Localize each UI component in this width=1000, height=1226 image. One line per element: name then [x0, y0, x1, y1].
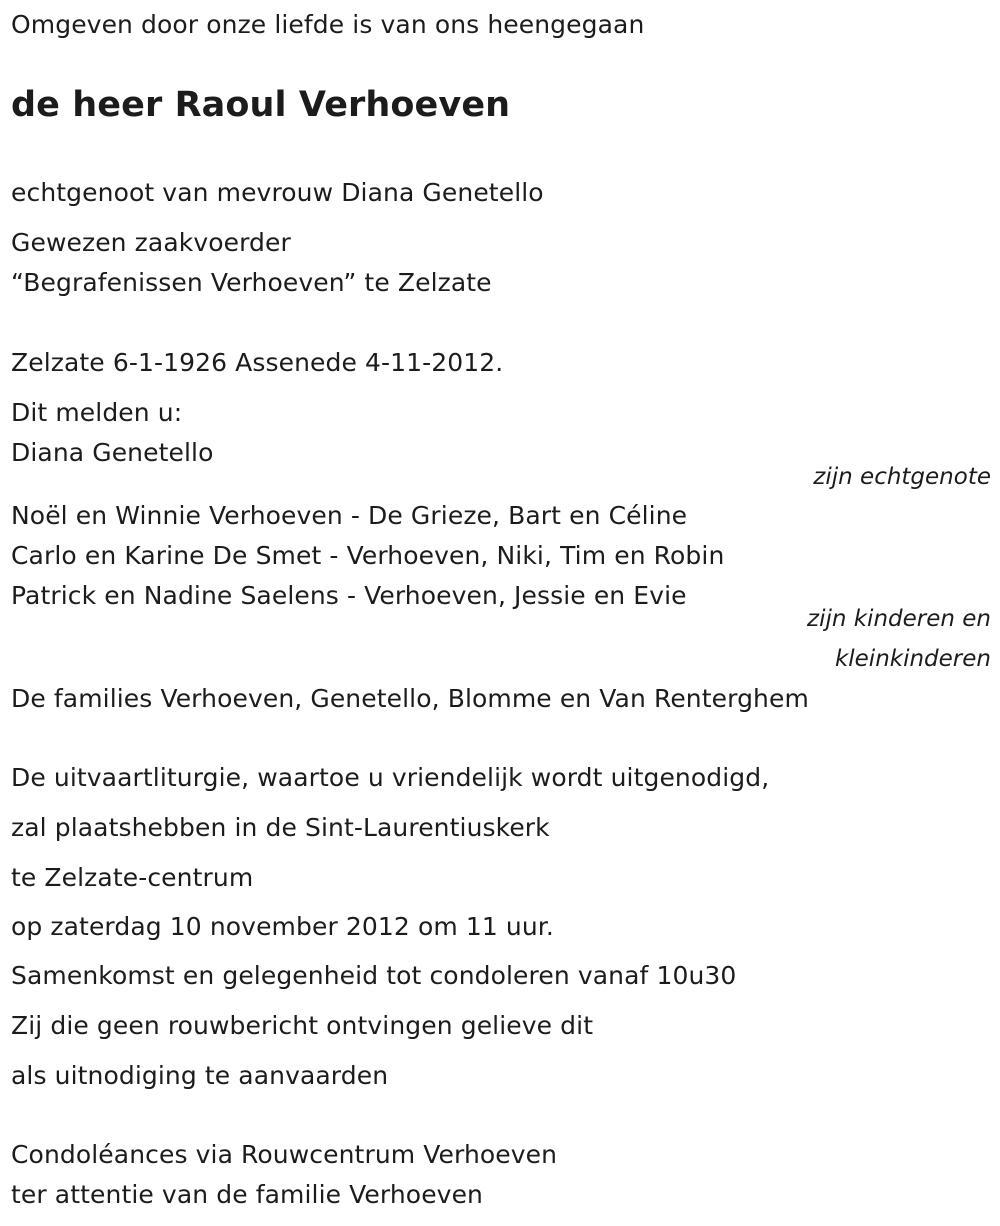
condolences-line-2: ter attentie van de familie Verhoeven [11, 1180, 483, 1209]
announcer-name: Diana Genetello [11, 438, 214, 467]
ceremony-line-1: De uitvaartliturgie, waartoe u vriendelijk wordt uitgenodigd, [11, 763, 770, 792]
children-line-1: Noël en Winnie Verhoeven - De Grieze, Bart en Céline [11, 501, 688, 530]
role-children-line-1: zijn kinderen en [807, 606, 991, 632]
children-line-2: Carlo en Karine De Smet - Verhoeven, Niki, Tim en Robin [11, 541, 725, 570]
occupation-line-2: “Begrafenissen Verhoeven” te Zelzate [11, 268, 492, 297]
ceremony-line-4: op zaterdag 10 november 2012 om 11 uur. [11, 912, 554, 941]
ceremony-line-2: zal plaatshebben in de Sint-Laurentiuskerk [11, 813, 550, 842]
condolences-line-1: Condoléances via Rouwcentrum Verhoeven [11, 1140, 558, 1169]
birth-death-dates: Zelzate 6-1-1926 Assenede 4-11-2012. [11, 348, 504, 377]
ceremony-line-3: te Zelzate-centrum [11, 863, 254, 892]
ceremony-line-5: Samenkomst en gelegenheid tot condoleren vanaf 10u30 [11, 961, 737, 990]
intro-line: Omgeven door onze liefde is van ons heengegaan [11, 10, 645, 39]
children-line-3: Patrick en Nadine Saelens - Verhoeven, Jessie en Evie [11, 581, 687, 610]
role-children-line-2: kleinkinderen [834, 646, 991, 672]
role-spouse: zijn echtgenote [813, 464, 991, 490]
occupation-line-1: Gewezen zaakvoerder [11, 228, 291, 257]
ceremony-line-6: Zij die geen rouwbericht ontvingen gelieve dit [11, 1011, 594, 1040]
families-line: De families Verhoeven, Genetello, Blomme en Van Renterghem [11, 684, 809, 713]
deceased-name: de heer Raoul Verhoeven [11, 85, 511, 125]
announce-line: Dit melden u: [11, 398, 183, 427]
ceremony-line-7: als uitnodiging te aanvaarden [11, 1061, 389, 1090]
spouse-line: echtgenoot van mevrouw Diana Genetello [11, 178, 544, 207]
